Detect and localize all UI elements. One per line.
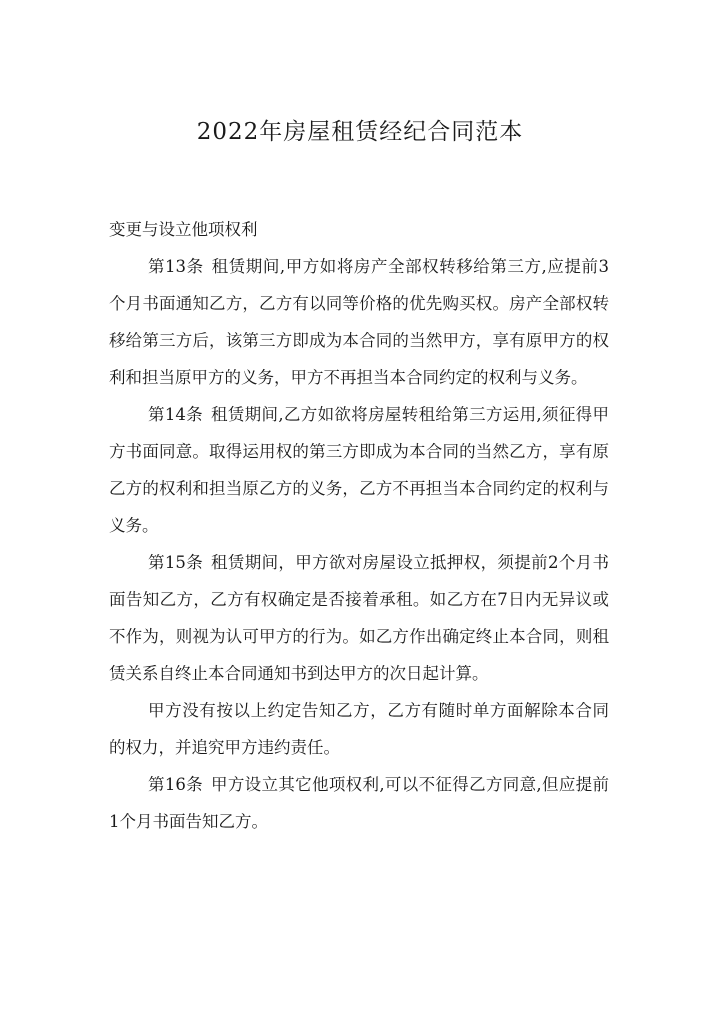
article-16-paragraph — [109, 766, 609, 840]
section-heading: 变更与设立他项权利 — [109, 220, 258, 239]
article-14-paragraph — [109, 396, 609, 544]
article-text: 甲方设立其它他项权利,可以不征得乙方同意,但应提前1个月书面告知乙方。 — [109, 775, 609, 831]
article-15-paragraph — [109, 544, 609, 692]
article-13-paragraph — [109, 248, 609, 396]
article-text: 租赁期间，甲方欲对房屋设立抵押权，须提前2个月书面告知乙方，乙方有权确定是否接着承租。如乙方在7日内无异议或不作为，则视为认可甲方的行为。如乙方作出确定终止本合同，则租赁关系自终止本合同通知书到达甲方的次日起计算。 — [109, 553, 610, 683]
article-number: 第15条 — [148, 553, 204, 572]
document-title: 2022年房屋租赁经纪合同范本 — [196, 119, 524, 145]
article-number: 第13条 — [148, 257, 204, 276]
document-body — [109, 211, 609, 840]
article-text: 租赁期间,乙方如欲将房屋转租给第三方运用,须征得甲方书面同意。取得运用权的第三方即成为本合同的当然乙方，享有原乙方的权利和担当原乙方的义务，乙方不再担当本合同约定的权利与义务。 — [109, 405, 609, 535]
article-number: 第16条 — [148, 775, 203, 794]
article-text: 租赁期间,甲方如将房产全部权转移给第三方,应提前3个月书面通知乙方，乙方有以同等价格的优先购买权。房产全部权转移给第三方后，该第三方即成为本合同的当然甲方，享有原甲方的权利和担当原甲方的义务，甲方不再担当本合同约定的权利与义务。 — [109, 257, 609, 387]
article-15-supplement-paragraph — [109, 692, 609, 766]
article-number: 第14条 — [148, 405, 203, 424]
paragraph-text: 甲方没有按以上约定告知乙方，乙方有随时单方面解除本合同的权力，并追究甲方违约责任。 — [109, 701, 609, 757]
